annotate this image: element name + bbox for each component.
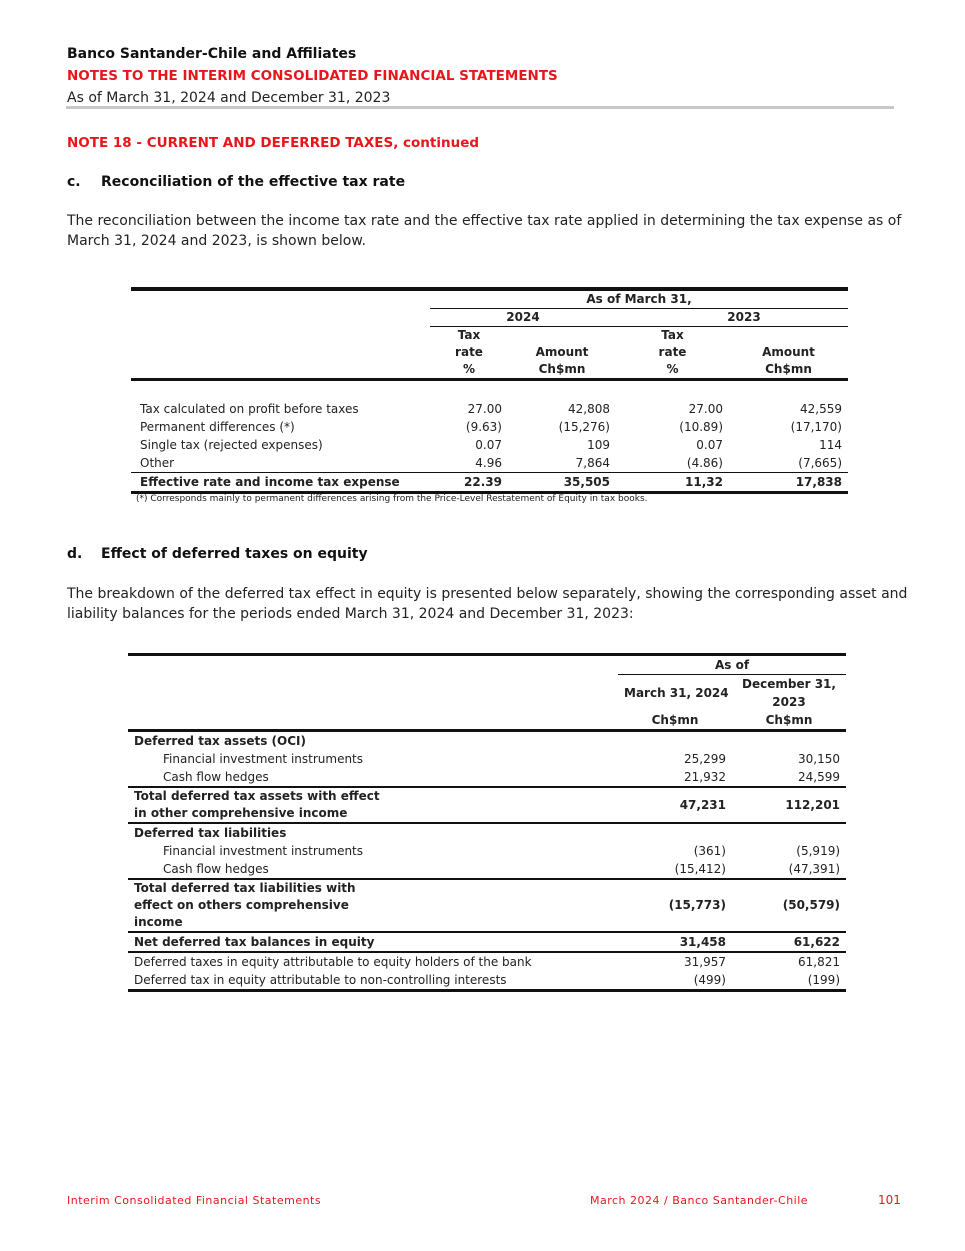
col-header: % xyxy=(430,361,508,380)
group-header: As of March 31, xyxy=(430,289,848,309)
heading-row xyxy=(128,823,846,842)
cell-value: (9.63) xyxy=(465,420,502,434)
year-header: 2023 xyxy=(616,309,848,327)
row-label: Deferred tax in equity attributable to non-controlling interests xyxy=(128,971,618,991)
cell-value: (5,919) xyxy=(796,843,841,858)
cell-value: (15,276) xyxy=(558,420,610,434)
unit-header: Ch$mn xyxy=(618,711,732,731)
item-row xyxy=(128,768,846,787)
item-row xyxy=(128,842,846,860)
footnote: (*) Corresponds mainly to permanent differences arising from the Price-Level Restatement of Equity in tax books. xyxy=(136,494,648,504)
footer-left: Interim Consolidated Financial Statements xyxy=(67,1194,322,1207)
cell-value: 35,505 xyxy=(508,473,616,493)
unit-header: Ch$mn xyxy=(732,711,846,731)
cell-value: 25,299 xyxy=(684,751,726,766)
cell-value: 0.07 xyxy=(475,438,502,452)
col-header: Tax xyxy=(457,328,481,342)
cell-value: 4.96 xyxy=(430,454,508,473)
cell-value: 0.07 xyxy=(696,438,723,452)
cell-value: (10.89) xyxy=(679,420,723,434)
row-label: Permanent differences (*) xyxy=(140,420,295,434)
cell-value: 31,458 xyxy=(618,932,732,952)
period-subtitle: As of March 31, 2024 and December 31, 2023 xyxy=(67,90,391,106)
total-row xyxy=(128,932,846,952)
row-label: Deferred tax assets (OCI) xyxy=(134,733,306,748)
row-label: Other xyxy=(131,454,430,473)
cell-value: (47,391) xyxy=(732,860,846,879)
cell-value: 7,864 xyxy=(508,454,616,473)
plain-row xyxy=(128,971,846,991)
total-row xyxy=(128,787,846,823)
row-label: Tax calculated on profit before taxes xyxy=(140,402,359,416)
cell-value: (7,665) xyxy=(729,454,848,473)
cell-value: 30,150 xyxy=(798,751,841,766)
total-row xyxy=(131,473,848,493)
cell-value: 24,599 xyxy=(732,768,846,787)
row-label: Net deferred tax balances in equity xyxy=(128,932,618,952)
section-c-paragraph: The reconciliation between the income tax rate and the effective tax rate applied in determining the tax expense as of March 31, 2024 and 2023, is shown below. xyxy=(67,213,902,249)
cell-value: 42,808 xyxy=(568,402,610,416)
page-number: 101 xyxy=(878,1193,901,1207)
deferred-taxes-equity-table xyxy=(128,653,846,992)
section-title: Reconciliation of the effective tax rate xyxy=(101,174,406,190)
col-header-dec-2023-year: 2023 xyxy=(772,694,806,709)
table-row xyxy=(131,436,848,454)
item-row xyxy=(128,750,846,768)
row-label: Financial investment instruments xyxy=(163,751,364,766)
table-row xyxy=(131,418,848,436)
row-label: Financial investment instruments xyxy=(163,843,364,858)
row-label: Effective rate and income tax expense xyxy=(131,473,430,493)
cell-value: 11,32 xyxy=(616,473,729,493)
tax-rate-reconciliation-table xyxy=(131,287,848,494)
cell-value: 27.00 xyxy=(467,402,502,416)
plain-row xyxy=(128,952,846,971)
cell-value: (50,579) xyxy=(732,879,846,932)
note-title: NOTE 18 - CURRENT AND DEFERRED TAXES, continued xyxy=(67,135,480,151)
cell-value: (199) xyxy=(732,971,846,991)
cell-value: (499) xyxy=(618,971,732,991)
company-name: Banco Santander-Chile and Affiliates xyxy=(67,46,357,62)
cell-value: 42,559 xyxy=(800,402,842,416)
col-header-march-2024: March 31, 2024 xyxy=(624,685,729,700)
row-label: Single tax (rejected expenses) xyxy=(140,438,323,452)
section-d-paragraph: The breakdown of the deferred tax effect in equity is presented below separately, showing the corresponding asset and liability balances for the periods ended March 31, 2024 and December 31, 2023: xyxy=(67,586,908,622)
total-row xyxy=(128,879,846,932)
cell-value: (4.86) xyxy=(616,454,729,473)
section-letter: d. xyxy=(67,546,83,562)
row-label: Total deferred tax liabilities with effect on others comprehensive income xyxy=(128,879,618,932)
row-label: Deferred tax liabilities xyxy=(134,825,287,840)
cell-value: 61,622 xyxy=(732,932,846,952)
table-row xyxy=(131,454,848,473)
cell-value: 22.39 xyxy=(430,473,508,493)
notes-title: NOTES TO THE INTERIM CONSOLIDATED FINANCIAL STATEMENTS xyxy=(67,68,558,84)
cell-value: 114 xyxy=(819,438,842,452)
header-divider xyxy=(66,106,894,109)
row-label: Cash flow hedges xyxy=(128,860,618,879)
cell-value: (17,170) xyxy=(790,420,842,434)
group-header: As of xyxy=(618,655,846,675)
cell-value: 112,201 xyxy=(732,787,846,823)
col-header-dec-2023: December 31, xyxy=(742,676,836,691)
col-header: Ch$mn xyxy=(729,361,848,380)
col-header: rate xyxy=(455,345,483,359)
cell-value: 17,838 xyxy=(729,473,848,493)
section-d-heading xyxy=(67,546,368,562)
cell-value: 21,932 xyxy=(618,768,732,787)
footer-right: March 2024 / Banco Santander-Chile xyxy=(590,1194,809,1207)
col-header: Amount xyxy=(762,345,815,359)
table-row xyxy=(131,400,848,418)
row-label: Total deferred tax assets with effect in other comprehensive income xyxy=(128,787,618,823)
section-letter: c. xyxy=(67,174,81,190)
cell-value: 47,231 xyxy=(618,787,732,823)
item-row xyxy=(128,860,846,879)
cell-value: 27.00 xyxy=(688,402,723,416)
col-header: Ch$mn xyxy=(508,361,616,380)
section-title: Effect of deferred taxes on equity xyxy=(101,546,368,562)
cell-value: 31,957 xyxy=(684,954,726,969)
cell-value: 61,821 xyxy=(798,954,841,969)
section-c-heading xyxy=(67,174,405,190)
heading-row xyxy=(128,731,846,751)
cell-value: 109 xyxy=(587,438,610,452)
col-header: % xyxy=(616,361,729,380)
cell-value: (361) xyxy=(693,843,726,858)
cell-value: (15,412) xyxy=(618,860,732,879)
cell-value: (15,773) xyxy=(618,879,732,932)
col-header: rate xyxy=(658,345,687,359)
row-label: Deferred taxes in equity attributable to equity holders of the bank xyxy=(134,954,532,969)
col-header: Tax xyxy=(661,328,684,342)
year-header: 2024 xyxy=(430,309,616,327)
col-header: Amount xyxy=(535,345,589,359)
row-label: Cash flow hedges xyxy=(128,768,618,787)
